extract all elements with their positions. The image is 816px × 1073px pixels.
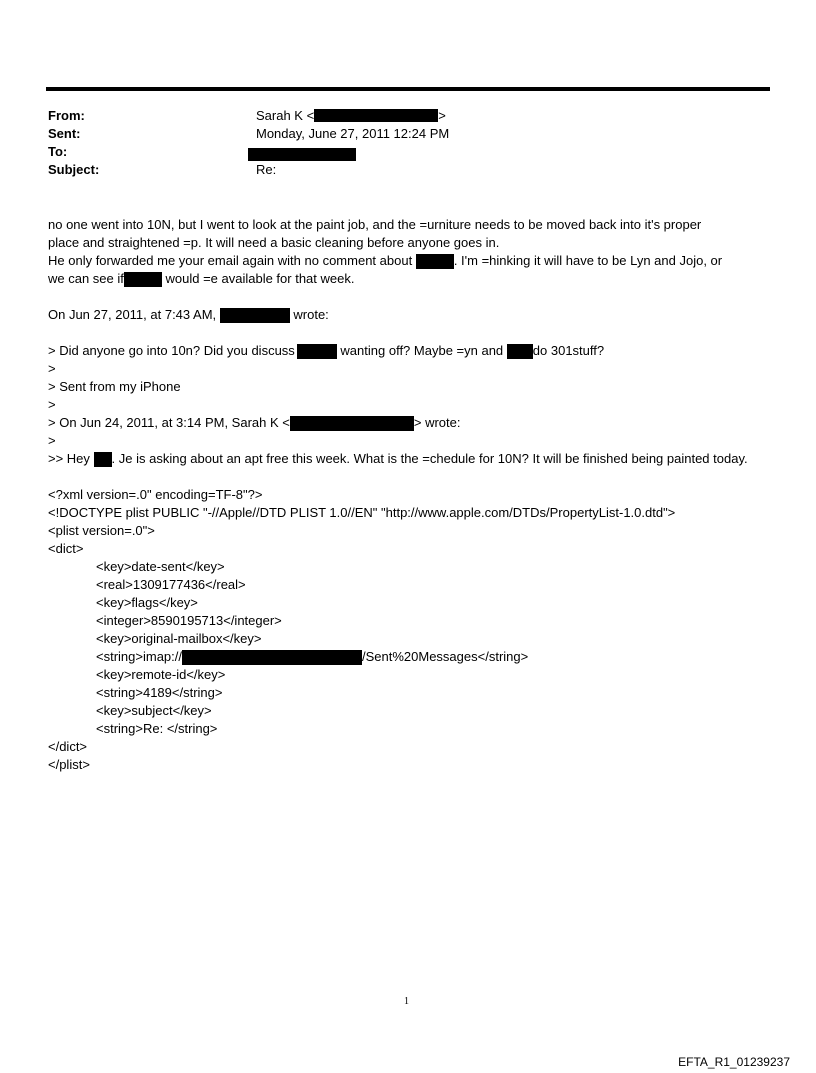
quote-line: > bbox=[48, 433, 56, 448]
redaction bbox=[314, 109, 438, 122]
plist-line: </dict> bbox=[48, 739, 88, 754]
body-text: wanting off? Maybe =yn and bbox=[340, 343, 504, 358]
spacer bbox=[48, 288, 788, 306]
plist-line: <plist version=.0"> bbox=[48, 523, 155, 538]
plist-line: <key>date-sent</key> bbox=[96, 559, 225, 574]
quote-line: > Sent from my iPhone bbox=[48, 379, 181, 394]
plist-line: <integer>8590195713</integer> bbox=[96, 613, 282, 628]
plist-line: <key>flags</key> bbox=[96, 595, 198, 610]
quote-line: > bbox=[48, 361, 56, 376]
bates-number: EFTA_R1_01239237 bbox=[678, 1055, 790, 1069]
spacer bbox=[48, 324, 788, 342]
email-body bbox=[48, 216, 788, 774]
quote-line bbox=[48, 414, 788, 432]
quote-line bbox=[48, 450, 788, 468]
plist-line: <?xml version=.0" encoding=TF-8"?> bbox=[48, 487, 263, 502]
sent-label: Sent: bbox=[48, 126, 81, 141]
body-text: wrote: bbox=[289, 307, 329, 322]
body-text: would =e available for that week. bbox=[161, 271, 355, 286]
body-text: do 301stuff? bbox=[532, 343, 605, 358]
subject-value: Re: bbox=[256, 162, 277, 177]
body-text: /Sent%20Messages</string> bbox=[362, 649, 529, 664]
body-line: place and straightened =p. It will need a basic cleaning before anyone goes in. bbox=[48, 235, 500, 250]
body-text: > wrote: bbox=[413, 415, 461, 430]
redaction bbox=[507, 344, 533, 359]
body-text: He only forwarded me your email again with no comment about bbox=[48, 253, 413, 268]
body-line bbox=[48, 252, 788, 270]
redaction bbox=[416, 254, 454, 269]
header-rule bbox=[46, 87, 770, 91]
body-line bbox=[48, 270, 788, 288]
redaction bbox=[297, 344, 337, 359]
body-text: <string>imap:// bbox=[96, 649, 182, 664]
quote-line bbox=[48, 342, 788, 360]
quote-line: > bbox=[48, 397, 56, 412]
body-text: we can see if bbox=[48, 271, 124, 286]
body-text: > Did anyone go into 10n? Did you discuss bbox=[48, 343, 295, 358]
body-text: >> Hey bbox=[48, 451, 90, 466]
body-text: > On Jun 24, 2011, at 3:14 PM, Sarah K < bbox=[48, 415, 290, 430]
body-text: On Jun 27, 2011, at 7:43 AM, bbox=[48, 307, 217, 322]
plist-line: <key>original-mailbox</key> bbox=[96, 631, 262, 646]
from-value bbox=[256, 108, 446, 123]
from-end: > bbox=[438, 108, 446, 123]
redaction bbox=[220, 308, 290, 323]
redaction bbox=[94, 452, 112, 467]
redaction bbox=[248, 148, 356, 161]
plist-line: <key>subject</key> bbox=[96, 703, 212, 718]
plist-line: <dict> bbox=[48, 541, 84, 556]
body-line: no one went into 10N, but I went to look at the paint job, and the =urniture needs to be moved back into it's proper bbox=[48, 217, 702, 232]
plist-line: </plist> bbox=[48, 757, 90, 772]
from-name: Sarah K < bbox=[256, 108, 315, 123]
page-number: 1 bbox=[404, 996, 409, 1007]
spacer bbox=[48, 468, 788, 486]
from-label: From: bbox=[48, 108, 85, 123]
plist-line bbox=[48, 648, 788, 666]
plist-line: <key>remote-id</key> bbox=[96, 667, 226, 682]
plist-line: <real>1309177436</real> bbox=[96, 577, 246, 592]
redaction bbox=[290, 416, 414, 431]
body-text: . I'm =hinking it will have to be Lyn and Jojo, or bbox=[453, 253, 723, 268]
plist-line: <string>Re: </string> bbox=[96, 721, 218, 736]
redaction bbox=[182, 650, 362, 665]
to-value bbox=[256, 146, 356, 161]
plist-line: <string>4189</string> bbox=[96, 685, 223, 700]
redaction bbox=[124, 272, 162, 287]
quote-intro bbox=[48, 306, 788, 324]
body-text: . Je is asking about an apt free this week. What is the =chedule for 10N? It will be finished being painted today. bbox=[111, 451, 748, 466]
sent-value: Monday, June 27, 2011 12:24 PM bbox=[256, 126, 450, 141]
plist-line: <!DOCTYPE plist PUBLIC "-//Apple//DTD PLIST 1.0//EN" "http://www.apple.com/DTDs/PropertyList-1.0.dtd"> bbox=[48, 505, 676, 520]
subject-label: Subject: bbox=[48, 162, 100, 177]
to-label: To: bbox=[48, 144, 68, 159]
